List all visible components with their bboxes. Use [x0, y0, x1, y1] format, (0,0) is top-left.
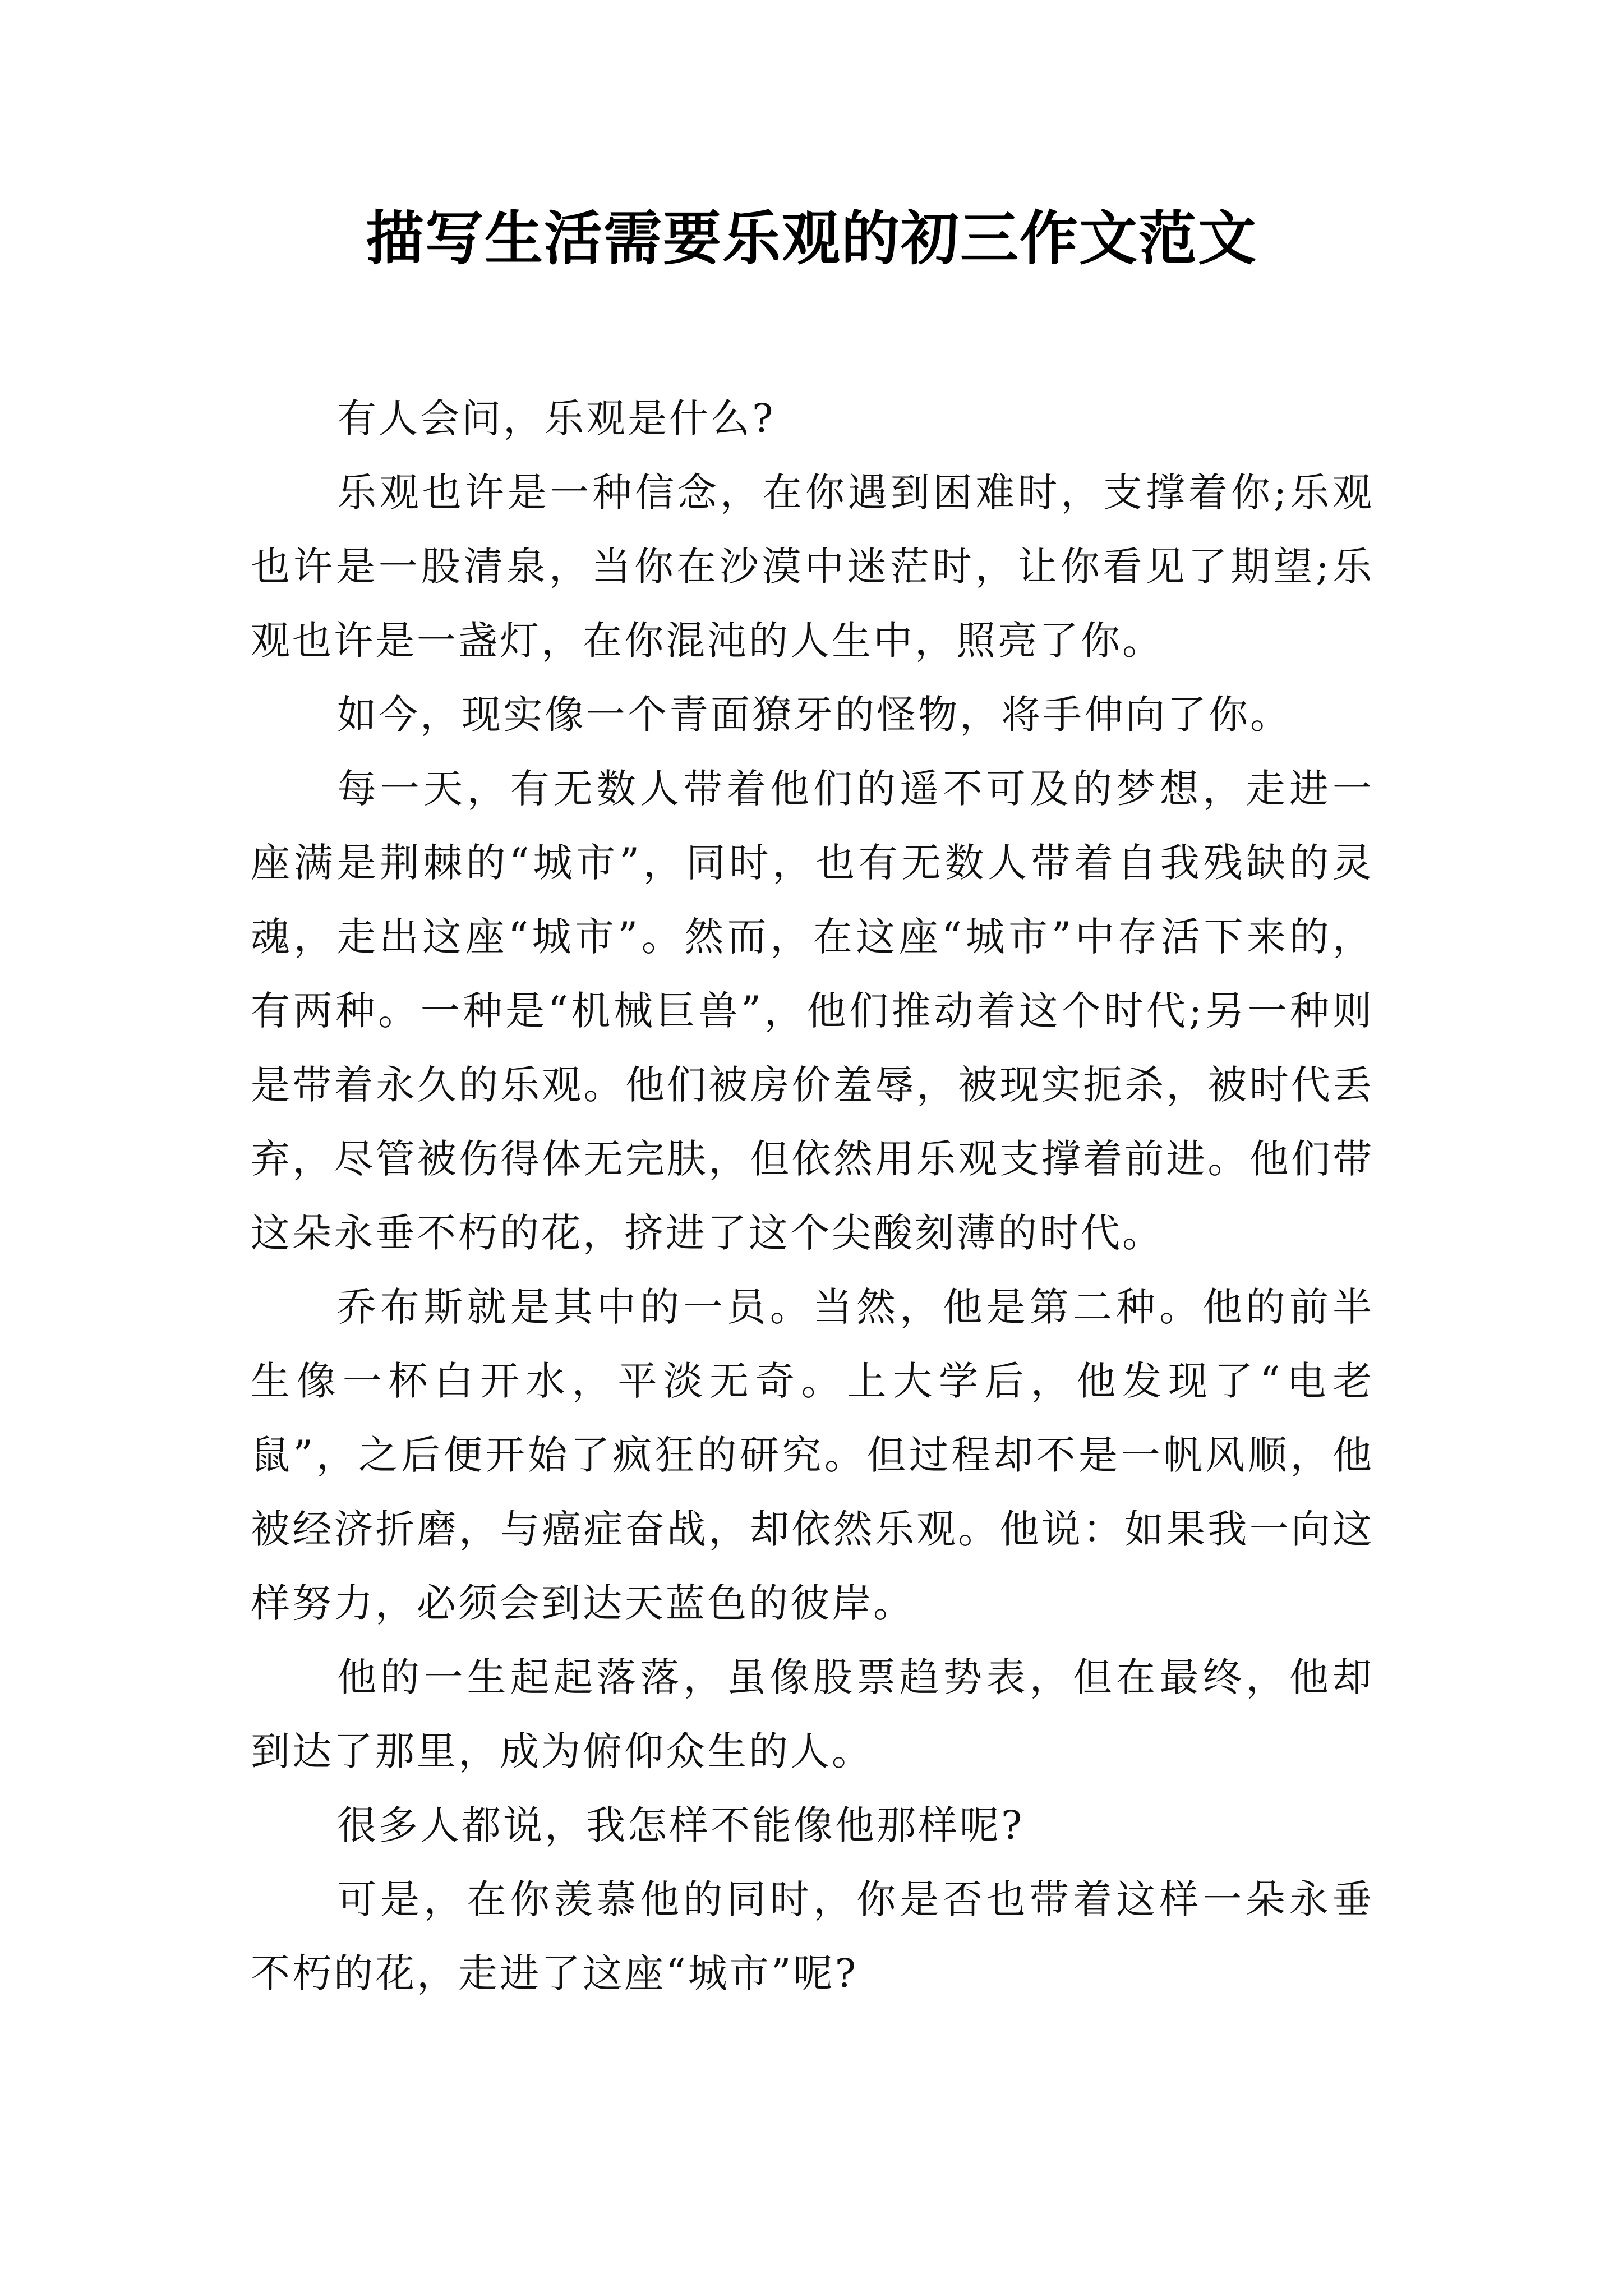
- paragraph: 乐观也许是一种信念，在你遇到困难时，支撑着你;乐观也许是一股清泉，当你在沙漠中迷茫时，让你看见了期望;乐观也许是一盏灯，在你混沌的人生中，照亮了你。: [251, 470, 1374, 664]
- document-body: [251, 381, 1374, 2010]
- paragraph: 乔布斯就是其中的一员。当然，他是第二种。他的前半生像一杯白开水，平淡无奇。上大学后，他发现了“电老鼠”，之后便开始了疯狂的研究。但过程却不是一帆风顺，他被经济折磨，与癌症奋战，却依然乐观。他说：如果我一向这样努力，必须会到达天蓝色的彼岸。: [251, 1284, 1374, 1626]
- paragraph: 每一天，有无数人带着他们的遥不可及的梦想，走进一座满是荆棘的“城市”，同时，也有无数人带着自我残缺的灵魂，走出这座“城市”。然而，在这座“城市”中存活下来的，有两种。一种是“机械巨兽”，他们推动着这个时代;另一种则是带着永久的乐观。他们被房价羞辱，被现实扼杀，被时代丢弃，尽管被伤得体无完肤，但依然用乐观支撑着前进。他们带这朵永垂不朽的花，挤进了这个尖酸刻薄的时代。: [251, 766, 1374, 1256]
- document-title: 描写生活需要乐观的初三作文范文: [365, 204, 1257, 273]
- paragraph: 可是，在你羡慕他的同时，你是否也带着这样一朵永垂不朽的花，走进了这座“城市”呢?: [251, 1876, 1374, 1996]
- paragraph: 有人会问，乐观是什么?: [337, 395, 776, 441]
- paragraph: 如今，现实像一个青面獠牙的怪物，将手伸向了你。: [337, 692, 1292, 738]
- paragraph: 很多人都说，我怎样不能像他那样呢?: [337, 1802, 1025, 1848]
- paragraph: 他的一生起起落落，虽像股票趋势表，但在最终，他却到达了那里，成为俯仰众生的人。: [251, 1654, 1374, 1774]
